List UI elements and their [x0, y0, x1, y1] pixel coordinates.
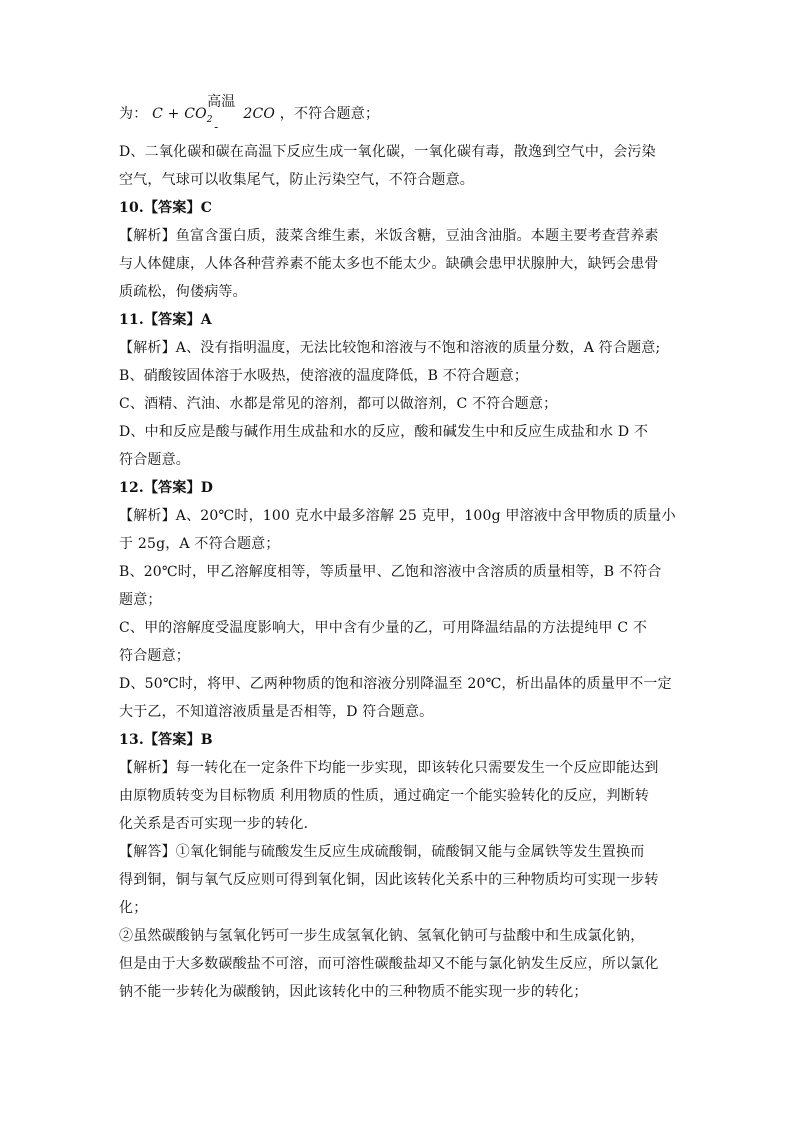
text-line: 【解析】鱼富含蛋白质，菠菜含维生素，米饭含糖，豆油含油脂。本题主要考查营养素 — [119, 228, 659, 244]
formula-prefix: 为： — [119, 106, 148, 122]
text-line: D、二氧化碳和碳在高温下反应生成一氧化碳，一氧化碳有毒，散逸到空气中，会污染 — [119, 144, 656, 160]
answer-heading-12: 12.【答案】D — [119, 480, 214, 496]
text-line: 符合题意； — [119, 648, 190, 664]
text-line: 符合题意。 — [119, 452, 190, 468]
chemical-equation — [152, 94, 276, 134]
text-line: D、中和反应是酸与碱作用生成盐和水的反应，酸和碱发生中和反应生成盐和水 D 不 — [119, 424, 649, 440]
equation-subscript: 2 — [206, 114, 213, 125]
text-line: 于 25g，A 不符合题意； — [119, 536, 280, 552]
text-line: 【解析】A、没有指明温度，无法比较饱和溶液与不饱和溶液的质量分数，A 符合题意; — [119, 340, 661, 356]
answer-heading-13: 13.【答案】B — [119, 732, 213, 748]
text-line: C、甲的溶解度受温度影响大，甲中含有少量的乙，可用降温结晶的方法提纯甲 C 不 — [119, 620, 648, 636]
text-line: 大于乙，不知道溶液质量是否相等，D 符合题意。 — [119, 704, 434, 720]
text-line: 【解答】①氧化铜能与硫酸发生反应生成硫酸铜，硫酸铜又能与金属铁等发生置换而 — [119, 844, 645, 860]
text-line: 钠不能一步转化为碳酸钠，因此该转化中的三种物质不能实现一步的转化； — [119, 984, 588, 1000]
formula-suffix: ，不符合题意； — [279, 106, 380, 122]
equation-product: 2CO — [243, 106, 276, 122]
text-line: 题意； — [119, 592, 162, 608]
text-line: 空气，气球可以收集尾气，防止污染空气，不符合题意。 — [119, 172, 474, 188]
text-line: D、50℃时，将甲、乙两种物质的饱和溶液分别降温至 20℃，析出晶体的质量甲不一定 — [119, 676, 672, 692]
text-line: 【解析】每一转化在一定条件下均能一步实现，即该转化只需要发生一个反应即能达到 — [119, 760, 659, 776]
text-line: ②虽然碳酸钠与氢氧化钙可一步生成氢氧化钠、氢氧化钠可与盐酸中和生成氯化钠， — [119, 928, 645, 944]
formula-line — [119, 94, 380, 134]
text-line: 质疏松，佝偻病等。 — [119, 284, 247, 300]
text-line: 【解析】A、20℃时，100 克水中最多溶解 25 克甲，100g 甲溶液中含甲物质的质量小 — [119, 508, 676, 524]
text-line: 得到铜，铜与氧气反应则可得到氧化铜，因此该转化关系中的三种物质均可实现一步转 — [119, 872, 659, 888]
text-line: 化关系是否可实现一步的转化． — [119, 816, 318, 832]
text-line: 与人体健康，人体各种营养素不能太多也不能太少。缺碘会患甲状腺肿大，缺钙会患骨 — [119, 256, 659, 272]
text-line: 由原物质转变为目标物质 利用物质的性质，通过确定一个能实验转化的反应，判断转 — [119, 788, 650, 804]
reaction-condition: 高温 — [207, 94, 236, 110]
answer-heading-11: 11.【答案】A — [119, 312, 212, 328]
equation-reactants: C + CO — [152, 106, 207, 122]
text-line: 化； — [119, 900, 148, 916]
reaction-arrow: - — [214, 120, 219, 134]
text-line: 但是由于大多数碳酸盐不可溶，而可溶性碳酸盐却又不能与氯化钠发生反应，所以氯化 — [119, 956, 659, 972]
text-line: B、20℃时，甲乙溶解度相等，等质量甲、乙饱和溶液中含溶质的质量相等，B 不符合 — [119, 564, 662, 580]
text-line: B、硝酸铵固体溶于水吸热，使溶液的温度降低，B 不符合题意； — [119, 368, 529, 384]
text-line: C、酒精、汽油、水都是常见的溶剂，都可以做溶剂，C 不符合题意； — [119, 396, 558, 412]
answer-heading-10: 10.【答案】C — [119, 200, 213, 216]
